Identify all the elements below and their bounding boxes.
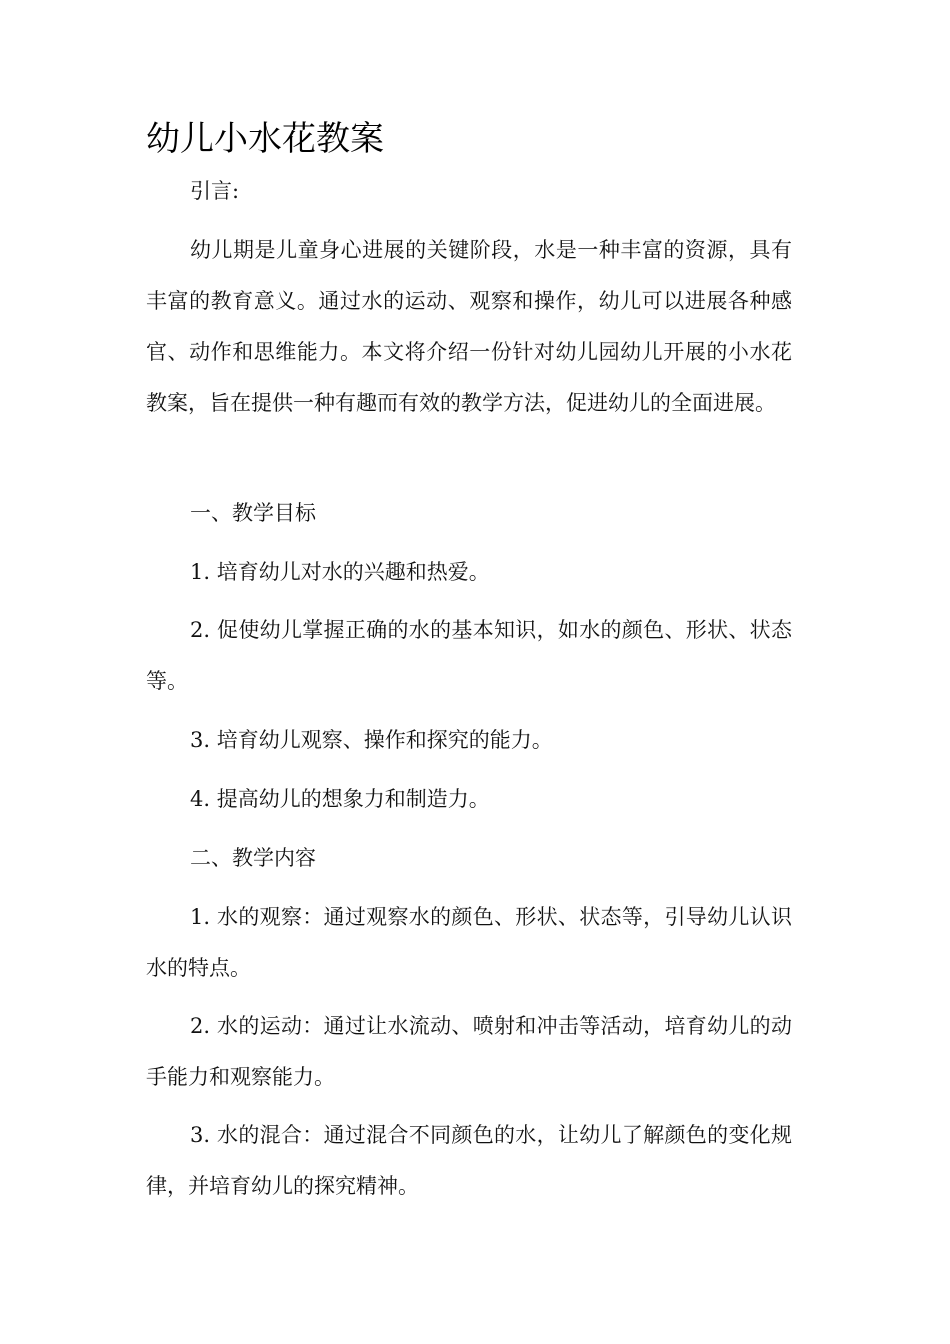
intro-label: 引言: xyxy=(190,179,240,203)
content-item: 1. 水的观察：通过观察水的颜色、形状、状态等，引导幼儿认识水的特点。 xyxy=(146,905,792,980)
section-heading-content: 二、教学内容 xyxy=(190,846,316,870)
intro-paragraph: 幼儿期是儿童身心进展的关键阶段，水是一种丰富的资源，具有丰富的教育意义。通过水的运动、观察和操作，幼儿可以进展各种感官、动作和思维能力。本文将介绍一份针对幼儿园幼儿开展的小水花教案，旨在提供一种有趣而有效的教学方法，促进幼儿的全面进展。 xyxy=(146,238,792,415)
document-title: 幼儿小水花教案 xyxy=(146,119,384,159)
objective-item: 4. 提高幼儿的想象力和制造力。 xyxy=(190,787,490,811)
content-item: 2. 水的运动：通过让水流动、喷射和冲击等活动，培育幼儿的动手能力和观察能力。 xyxy=(146,1014,792,1089)
objective-item: 1. 培育幼儿对水的兴趣和热爱。 xyxy=(190,560,490,584)
section-heading-objectives: 一、教学目标 xyxy=(190,501,316,525)
objective-item: 3. 培育幼儿观察、操作和探究的能力。 xyxy=(190,728,553,752)
objective-item: 2. 促使幼儿掌握正确的水的基本知识，如水的颜色、形状、状态等。 xyxy=(146,618,792,693)
content-item: 3. 水的混合：通过混合不同颜色的水，让幼儿了解颜色的变化规律，并培育幼儿的探究精神。 xyxy=(146,1123,792,1198)
